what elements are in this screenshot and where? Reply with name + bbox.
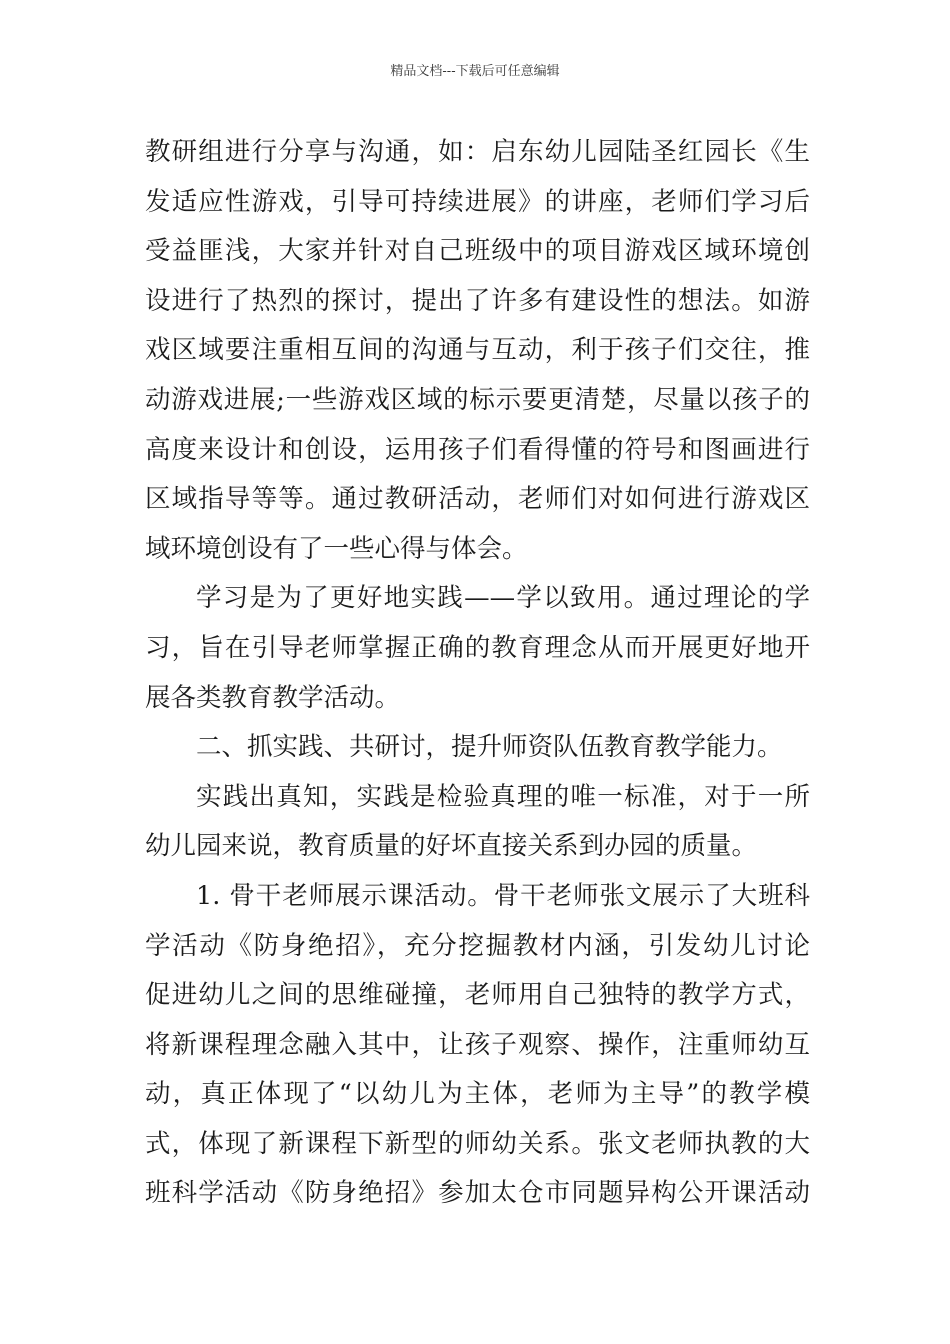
- text-line: 高度来设计和创设，运用孩子们看得懂的符号和图画进行: [145, 434, 810, 465]
- text-line: 发适应性游戏，引导可持续进展》的讲座，老师们学习后: [145, 186, 810, 217]
- text-line: 习，旨在引导老师掌握正确的教育理念从而开展更好地开: [145, 632, 810, 663]
- page-header: 精品文档---下载后可任意编辑: [390, 64, 560, 79]
- text-line: 式，体现了新课程下新型的师幼关系。张文老师执教的大: [145, 1128, 810, 1159]
- text-line: 学活动《防身绝招》，充分挖掘教材内涵，引发幼儿讨论: [145, 930, 810, 961]
- text-line: 教研组进行分享与沟通，如：启东幼儿园陆圣红园长《生: [145, 137, 810, 167]
- document-body: [145, 128, 810, 1219]
- text-line: 展各类教育教学活动。: [145, 682, 401, 713]
- text-line: 实践出真知，实践是检验真理的唯一标准，对于一所: [196, 781, 810, 812]
- text-line: 学习是为了更好地实践——学以致用。通过理论的学: [196, 583, 810, 614]
- text-line: 班科学活动《防身绝招》参加太仓市同题异构公开课活动: [145, 1178, 810, 1209]
- text-line: 动，真正体现了“以幼儿为主体，老师为主导”的教学模: [145, 1079, 810, 1110]
- text-line: 1. 骨干老师展示课活动。骨干老师张文展示了大班科: [196, 880, 810, 911]
- section-heading: 二、抓实践、共研讨，提升师资队伍教育教学能力。: [196, 732, 783, 763]
- text-line: 动游戏进展;一些游戏区域的标示要更清楚，尽量以孩子的: [145, 384, 810, 415]
- text-line: 促进幼儿之间的思维碰撞，老师用自己独特的教学方式，: [145, 980, 810, 1011]
- text-line: 戏区域要注重相互间的沟通与互动，利于孩子们交往，推: [145, 335, 810, 366]
- text-line: 设进行了热烈的探讨，提出了许多有建设性的想法。如游: [145, 285, 810, 316]
- text-line: 将新课程理念融入其中，让孩子观察、操作，注重师幼互: [145, 1029, 810, 1060]
- text-line: 幼儿园来说，教育质量的好坏直接关系到办园的质量。: [145, 831, 758, 862]
- text-line: 受益匪浅，大家并针对自己班级中的项目游戏区域环境创: [145, 236, 810, 267]
- text-line: 区域指导等等。通过教研活动，老师们对如何进行游戏区: [145, 484, 810, 515]
- text-line: 域环境创设有了一些心得与体会。: [145, 533, 528, 564]
